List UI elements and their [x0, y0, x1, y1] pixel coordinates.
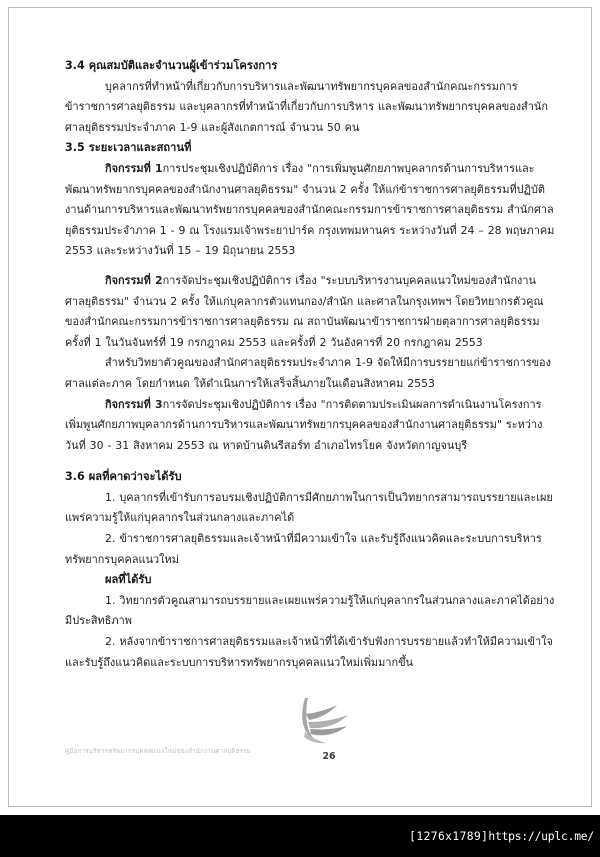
document-page-sheet [8, 7, 592, 807]
activity-item-2 [65, 271, 555, 353]
footer-caption: คู่มือการบริหารทรัพยากรบุคคลแนวใหม่ของสำนักงานศาลยุติธรรม [65, 747, 251, 755]
status-bar-content [409, 830, 594, 843]
section-3-6 [65, 467, 555, 673]
viewer-status-bar [0, 815, 600, 857]
leaf-swirl-ornament-icon [275, 696, 361, 746]
image-dimensions-label: [1276x1789] [409, 829, 489, 843]
page-footer [65, 698, 565, 762]
page-number: 26 [322, 751, 336, 762]
results-heading: ผลที่ได้รับ [105, 573, 152, 587]
activity-3-label: กิจกรรมที่ 3 [105, 397, 163, 411]
expected-result-item-2: 2. ข้าราชการศาลยุติธรรมและเจ้าหน้าที่มีความเข้าใจ และรับรู้ถึงแนวคิดและระบบการบริหารทรัพยากรบุคคลแนวใหม่ [65, 532, 542, 566]
spacer [65, 262, 555, 271]
section-3-5-heading: 3.5 ระยะเวลาและสถานที่ [65, 141, 192, 155]
activity-2-text: การจัดประชุมเชิงปฏิบัติการ เรื่อง "ระบบบริหารงานบุคคลแนวใหม่ของสำนักงานศาลยุติธรรม" จำนวน 2 ครั้ง ให้แก่บุคลากรตัวแทนกอง/สำนัก และศาลในกรุงเทพฯ โดยวิทยากรตัวคูณของสำนักคณะกรรมการข้าราชการศาลยุติธรรม ณ สถาบันพัฒนาข้าราชการฝ่ายตุลาการศาลยุติธรรม ครั้งที่ 1 ในวันจันทร์ที่ 19 กรกฎาคม 2553 และครั้งที่ 2 วันอังคารที่ 20 กรกฎาคม 2553 [65, 273, 544, 349]
activity-1-text: การประชุมเชิงปฏิบัติการ เรื่อง "การเพิ่มพูนศักยภาพบุคลากรด้านการบริหารและพัฒนาทรัพยากรบุคคลของสำนักงานศาลยุติธรรม" จำนวน 2 ครั้ง ให้แก่ข้าราชการศาลยุติธรรมที่ปฏิบัติงานด้านการบริหารและพัฒนาทรัพยากรบุคคลของสำนักคณะกรรมการข้าราชการศาลยุติธรรม สำนักศาลยุติธรรมประจำภาค 1 - 9 ณ โรงแรมเจ้าพระยาปาร์ค กรุงเทพมหานคร ระหว่างวันที่ 24 – 28 พฤษภาคม 2553 และระหว่างวันที่ 15 – 19 มิถุนายน 2553 [65, 161, 555, 258]
section-3-6-heading: 3.6 ผลที่คาดว่าจะได้รับ [65, 470, 182, 484]
activity-item-1 [65, 159, 555, 262]
section-3-5 [65, 138, 555, 456]
document-content [65, 56, 555, 706]
section-3-4 [65, 56, 555, 138]
result-item-1: 1. วิทยากรตัวคูณสามารถบรรยายและเผยแพร่ความรู้ให้แก่บุคลากรในส่วนกลางและภาคได้อย่างมีประสิทธิภาพ [65, 593, 555, 628]
spacer [65, 456, 555, 467]
result-item-2: 2. หลังจากข้าราชการศาลยุติธรรมและเจ้าหน้าที่ได้เข้ารับฟังการบรรยายแล้วทำให้มีความเข้าใจและรับรู้ถึงแนวคิดและระบบการบริหารทรัพยากรบุคคลแนวใหม่เพิ่มมากขึ้น [65, 635, 553, 669]
section-3-5-note: สำหรับวิทยาตัวคูณของสำนักศาลยุติธรรมประจำภาค 1-9 จัดให้มีการบรรยายแก่ข้าราชการของศาลแต่ละภาค โดยกำหนด ให้ดำเนินการให้เสร็จสิ้นภายในเดือนสิงหาคม 2553 [65, 356, 551, 390]
activity-1-label: กิจกรรมที่ 1 [105, 161, 163, 175]
activity-item-3 [65, 395, 555, 457]
activity-3-text: การจัดประชุมเชิงปฏิบัติการ เรื่อง "การติดตามประเมินผลการดำเนินงานโครงการเพิ่มพูนศักยภาพบุคลากรด้านการบริหารและพัฒนาทรัพยากรบุคคลของสำนักงานศาลยุติธรรม" ระหว่างวันที่ 30 - 31 สิงหาคม 2553 ณ หาดบ้านดินรีสอร์ท อำเภอไทรโยค จังหวัดกาญจนบุรี [65, 397, 543, 452]
section-3-4-heading: 3.4 คุณสมบัติและจำนวนผู้เข้าร่วมโครงการ [65, 59, 278, 72]
expected-result-item-1: 1. บุคลากรที่เข้ารับการอบรมเชิงปฏิบัติการมีศักยภาพในการเป็นวิทยากรสามารถบรรยายและเผยแพร่ความรู้ให้แก่บุคลากรในส่วนกลางและภาคได้ [65, 490, 553, 525]
activity-2-label: กิจกรรมที่ 2 [105, 273, 163, 287]
source-url-label[interactable]: https://uplc.me/ [488, 829, 594, 843]
section-3-4-paragraph: บุคลากรที่ทำหน้าที่เกี่ยวกับการบริหารและพัฒนาทรัพยากรบุคคลของสำนักคณะกรรมการข้าราชการศาลยุติธรรม และบุคลากรที่ทำหน้าที่เกี่ยวกับการบริหาร และพัฒนาทรัพยากรบุคคลของสำนักศาลยุติธรรมประจำภาค 1-9 และผู้สังเกตการณ์ จำนวน 50 คน [65, 79, 548, 134]
